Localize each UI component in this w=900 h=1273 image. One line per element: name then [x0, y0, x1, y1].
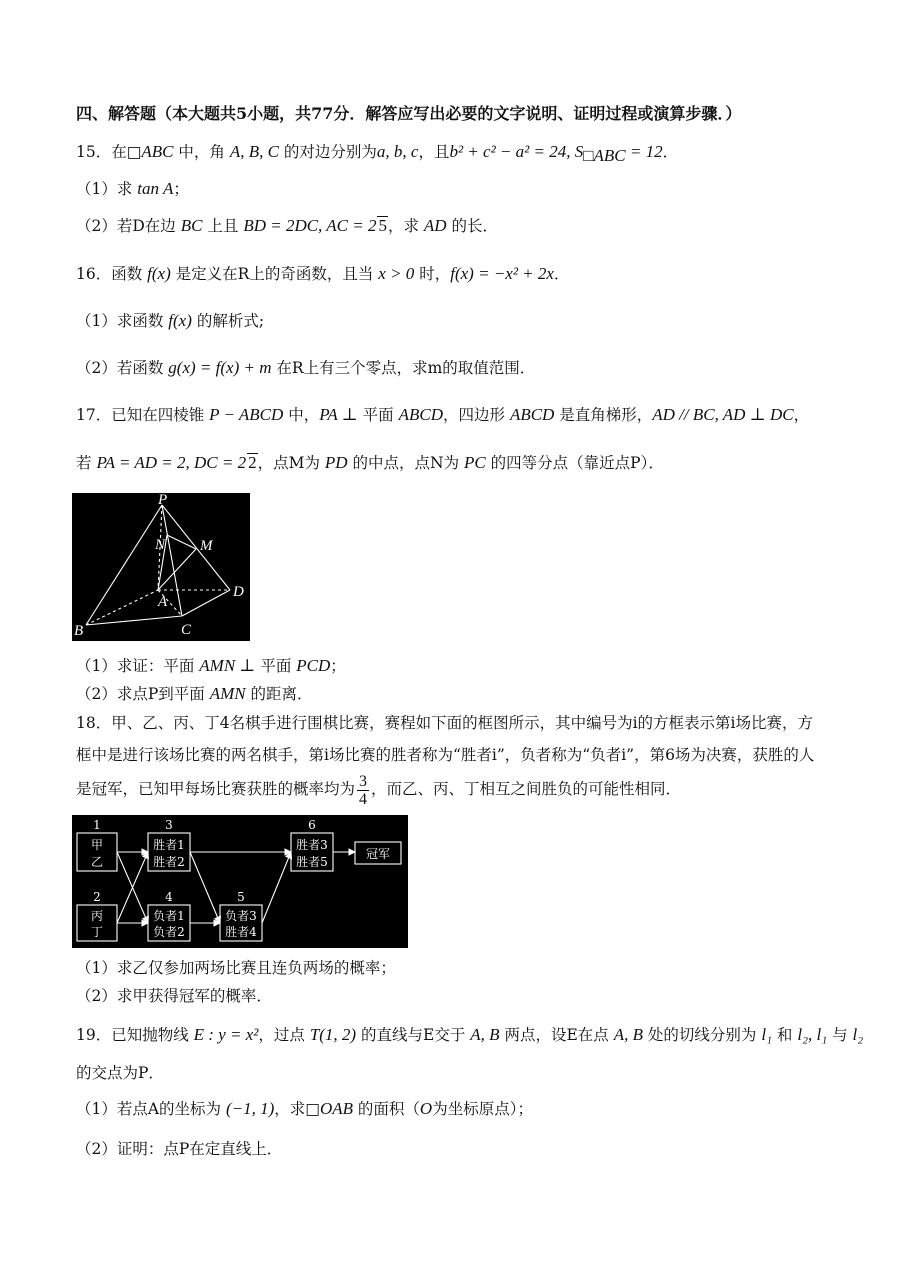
box2-line1: 丙 [90, 909, 104, 923]
label-A: A [158, 594, 168, 610]
box2-line2: 丁 [90, 925, 104, 939]
champion-box: 冠军 [365, 847, 391, 861]
q19-part2: （2）证明：点P在定直线上． [76, 1140, 283, 1158]
q15-part1: （1）求 tan A； [76, 179, 189, 198]
q19-stem: 19．已知抛物线 E : y = x²，过点 T(1, 2) 的直线与E交于 A, B 两点，设E在点 A, B 处的切线分别为 l₁ 和 l₂, l₁ 与 l₂ [76, 1025, 864, 1044]
q17-stem-line2: 若 PA = AD = 2, DC = 2 2，点M为 PD 的中点，点N为 PC 的四等分点（靠近点P）． [76, 453, 664, 472]
box5-number: 5 [237, 890, 245, 904]
label-D: D [233, 584, 244, 600]
box1-number: 1 [93, 818, 101, 832]
label-B: B [74, 623, 84, 639]
q16-part2: （2）若函数 g(x) = f(x) + m 在R上有三个零点，求m的取值范围． [76, 358, 536, 377]
box4-line1: 负者1 [153, 909, 185, 923]
label-P: P [158, 493, 168, 508]
label-C: C [181, 622, 192, 638]
q16-part1: （1）求函数 f(x) 的解析式; [76, 311, 265, 330]
box4-line2: 负者2 [153, 925, 185, 939]
box6-number: 6 [308, 818, 316, 832]
box3-line2: 胜者2 [153, 855, 185, 869]
box5-line1: 负者3 [225, 909, 257, 923]
box6-line2: 胜者5 [296, 855, 328, 869]
q17-stem: 17．已知在四棱锥 P − ABCD 中，PA ⊥ 平面 ABCD，四边形 ABCD 是直角梯形，AD // BC, AD ⊥ DC， [76, 405, 810, 424]
q15-part2: （2）若D在边 BC 上且 BD = 2DC, AC = 2 5，求 AD 的长． [76, 216, 498, 235]
q19-part1: （1）若点A的坐标为 (−1, 1)，求□OAB 的面积（O为坐标原点）； [76, 1099, 533, 1118]
box3-number: 3 [165, 818, 173, 832]
q18-part1: （1）求乙仅参加两场比赛且连负两场的概率； [76, 959, 396, 977]
q18-line1: 18．甲、乙、丙、丁4名棋手进行围棋比赛，赛程如下面的框图所示，其中编号为i的方框表示第i场比赛，方 [76, 714, 814, 732]
q18-line2: 框中是进行该场比赛的两名棋手，第i场比赛的胜者称为“胜者i”，负者称为“负者i”，第6场为决赛，获胜的人 [76, 746, 815, 764]
tournament-diagram [72, 815, 408, 948]
box3-line1: 胜者1 [153, 838, 185, 852]
box1-line1: 甲 [90, 838, 104, 852]
label-M: M [200, 538, 213, 554]
box5-line2: 胜者4 [225, 925, 257, 939]
q17-part1: （1）求证：平面 AMN ⊥ 平面 PCD； [76, 656, 346, 675]
pyramid-figure [72, 493, 250, 641]
q17-part2: （2）求点P到平面 AMN 的距离． [76, 684, 313, 703]
q19-stem-line2: 的交点为P． [76, 1064, 164, 1082]
q16-stem: 16．函数 f(x) 是定义在R上的奇函数，且当 x > 0 时，f(x) = −x² + 2x． [76, 264, 570, 283]
q15-stem: 15．在□ABC 中，角 A, B, C 的对边分别为a, b, c，且b² + c² − a² = 24, $S_{□ABC} = 12$． [76, 142, 679, 165]
label-N: N [155, 537, 166, 553]
box1-line2: 乙 [90, 855, 104, 869]
box4-number: 4 [165, 890, 173, 904]
q18-line3: 是冠军，已知甲每场比赛获胜的概率均为 $\frac{3}{4}$ ，而乙、丙、丁相互之间胜负的可能性相同． [76, 772, 682, 808]
box6-line1: 胜者3 [296, 838, 328, 852]
q18-part2: （2）求甲获得冠军的概率． [76, 987, 272, 1005]
box2-number: 2 [93, 890, 101, 904]
section-title: 四、解答题（本大题共5小题，共77分．解答应写出必要的文字说明、证明过程或演算步骤．） [76, 104, 742, 123]
fraction-3-4: $\frac{3}{4}$ [359, 772, 368, 808]
